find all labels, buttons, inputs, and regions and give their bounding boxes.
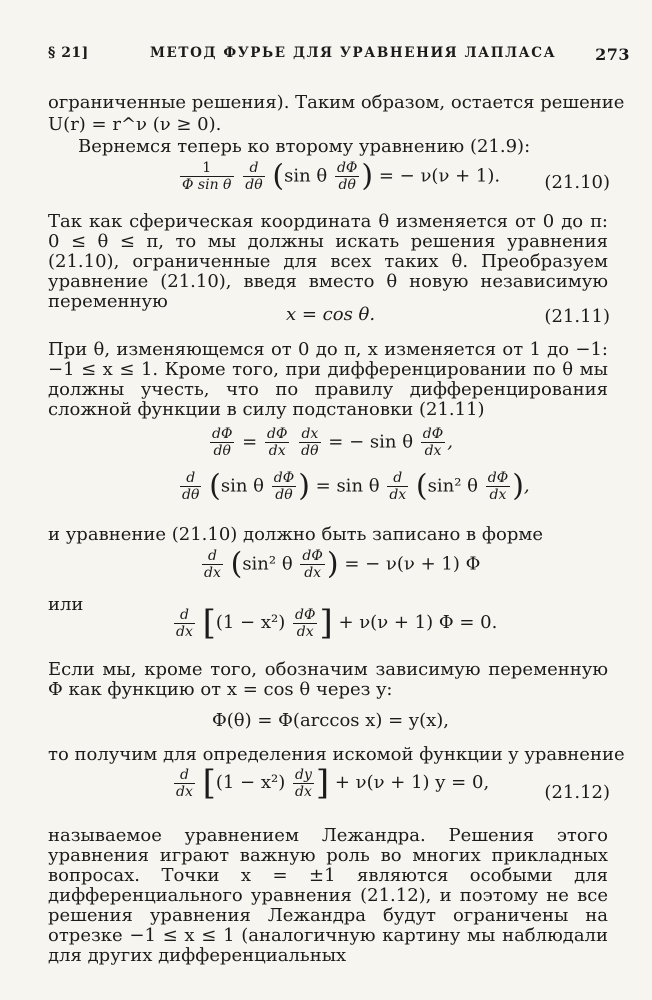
text-line: или — [48, 594, 84, 615]
equation-rhs: + ν(ν + 1) Φ = 0. — [338, 612, 498, 633]
equation-number: (21.12) — [544, 782, 610, 803]
paragraph: Если мы, кроме того, обозначим зависимую переменную Φ как функцию от x = cos θ через y: — [48, 659, 608, 700]
equation-rhs: = − sin θ — [328, 431, 414, 453]
equation-rhs: = sin θ — [315, 475, 380, 497]
page-number: 273 — [595, 45, 630, 64]
equation-rhs: = − ν(ν + 1) Φ — [344, 553, 481, 575]
paragraph: При θ, изменяющемся от 0 до π, x изменяется от 1 до −1: −1 ≤ x ≤ 1. Кроме того, при дифференцировании по θ мы должны учесть, что по правилу дифференцирования сложной функции в силу подстановки (21.11) — [48, 339, 608, 420]
equation-21-10: $\frac{1}{\text{Φ sin θ}}$ $\frac{d}{d\theta}$ (sin θ $\frac{d\Phi}{d\theta}$ ) = − ν(ν + 1). — [182, 158, 501, 194]
text-line: то получим для определения искомой функции y уравнение — [48, 744, 625, 765]
running-title: МЕТОД ФУРЬЕ ДЛЯ УРАВНЕНИЯ ЛАПЛАСА — [150, 45, 557, 61]
equation-21-12: $\frac{d}{dx}$ [(1 − x²) $\frac{dy}{dx}$ ] + ν(ν + 1) y = 0, — [176, 763, 490, 803]
chain-rule-equation-2: $\frac{d}{d\theta}$ (sin θ $\frac{d\Phi}{d\theta}$ ) = sin θ $\frac{d}{dx}$ (sin² θ $\frac{d\Phi}{dx}$ ), — [182, 468, 530, 504]
text-line: ограниченные решения). Таким образом, остается решение — [48, 92, 625, 113]
paragraph: Так как сферическая координата θ изменяется от 0 до π: 0 ≤ θ ≤ π, то мы должны искать решения уравнения (21.10), ограниченные для всех таких θ. Преобразуем уравнение (21.10), введя вместо θ новую независимую переменную — [48, 211, 608, 312]
chain-rule-equation-1: $\frac{d\Phi}{d\theta}$ = $\frac{d\Phi}{dx}$ $\frac{dx}{d\theta}$ = − sin θ $\frac{d\Phi}{dx}$ , — [212, 426, 453, 459]
equation-or: $\frac{d}{dx}$ [(1 − x²) $\frac{d\Phi}{dx}$ ] + ν(ν + 1) Φ = 0. — [176, 603, 498, 643]
equation-number: (21.11) — [544, 306, 610, 327]
equation-rhs: = − ν(ν + 1). — [378, 165, 501, 187]
text-line: U(r) = r^ν (ν ≥ 0). — [48, 114, 222, 135]
equation-number: (21.10) — [544, 172, 610, 193]
substitution-equation: Φ(θ) = Φ(arccos x) = y(x), — [212, 710, 450, 731]
equation-rhs: + ν(ν + 1) y = 0, — [334, 772, 490, 793]
section-marker: § 21] — [48, 45, 89, 61]
paragraph: называемое уравнением Лежандра. Решения этого уравнения играют важную роль во многих прикладных вопросах. Точки x = ±1 являются особыми для дифференциального уравнения (21.12), и поэтому не все решения уравнения Лежандра будут ограничены на отрезке −1 ≤ x ≤ 1 (аналогичную картину мы наблюдали для других дифференциальных — [48, 825, 608, 966]
text-line: Вернемся теперь ко второму уравнению (21.9): — [78, 136, 531, 157]
text-line: и уравнение (21.10) должно быть записано в форме — [48, 524, 543, 545]
equation-21-11: x = cos θ. — [286, 304, 376, 325]
equation-form: $\frac{d}{dx}$ (sin² θ $\frac{d\Phi}{dx}$ ) = − ν(ν + 1) Φ — [204, 546, 481, 582]
